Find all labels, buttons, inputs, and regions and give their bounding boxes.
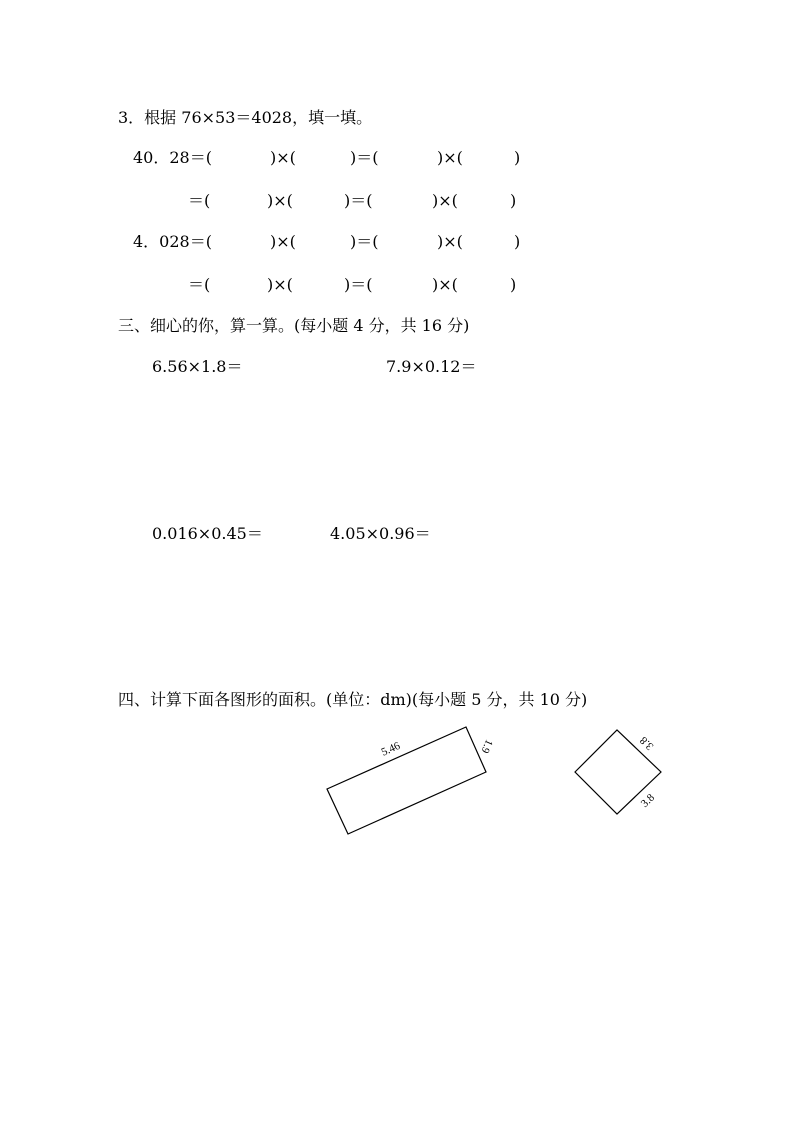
q3-row1-gap3: )×( xyxy=(437,148,463,167)
q3-row1-gap2: )＝( xyxy=(350,148,379,167)
square-figure xyxy=(575,730,661,814)
q3-heading: 3．根据 76×53＝4028，填一填。 xyxy=(118,108,373,127)
rectangle-width-label: 1.9 xyxy=(478,737,496,755)
q3-row2-gap4: ) xyxy=(510,191,517,210)
rectangle-figure xyxy=(327,727,495,834)
calc-problem-1: 6.56×1.8＝ xyxy=(152,357,243,376)
q3-row4-gap2: )＝( xyxy=(344,275,373,294)
q3-row2-gap1: )×( xyxy=(267,191,293,210)
q3-row4-gap1: )×( xyxy=(267,275,293,294)
square-side-label-top: 3.8 xyxy=(637,734,657,753)
calc-problem-3: 0.016×0.45＝ xyxy=(152,524,263,543)
calc-problem-2: 7.9×0.12＝ xyxy=(386,357,477,376)
q3-row1-lead: 40．28＝( xyxy=(133,148,212,167)
section3-title: 三、细心的你，算一算。(每小题 4 分，共 16 分) xyxy=(118,316,470,335)
q3-row4-lead: ＝( xyxy=(188,275,211,294)
q3-row2-gap2: )＝( xyxy=(344,191,373,210)
q3-row3-gap3: )×( xyxy=(437,232,463,251)
q3-row4-gap3: )×( xyxy=(432,275,458,294)
q3-row3-lead: 4．028＝( xyxy=(133,232,212,251)
calc-problem-4: 4.05×0.96＝ xyxy=(330,524,431,543)
q3-row1-gap1: )×( xyxy=(270,148,296,167)
q3-row1-gap4: ) xyxy=(514,148,521,167)
q3-row2-gap3: )×( xyxy=(432,191,458,210)
rectangle-shape xyxy=(327,727,486,834)
q3-row3-gap1: )×( xyxy=(270,232,296,251)
square-side-label-bottom: 3.8 xyxy=(638,791,658,810)
q3-row4-gap4: ) xyxy=(510,275,517,294)
section4-title: 四、计算下面各图形的面积。(单位：dm)(每小题 5 分，共 10 分) xyxy=(118,690,588,709)
q3-row3-gap2: )＝( xyxy=(350,232,379,251)
rectangle-length-label: 5.46 xyxy=(379,739,403,759)
q3-row3-gap4: ) xyxy=(514,232,521,251)
q3-row2-lead: ＝( xyxy=(188,191,211,210)
